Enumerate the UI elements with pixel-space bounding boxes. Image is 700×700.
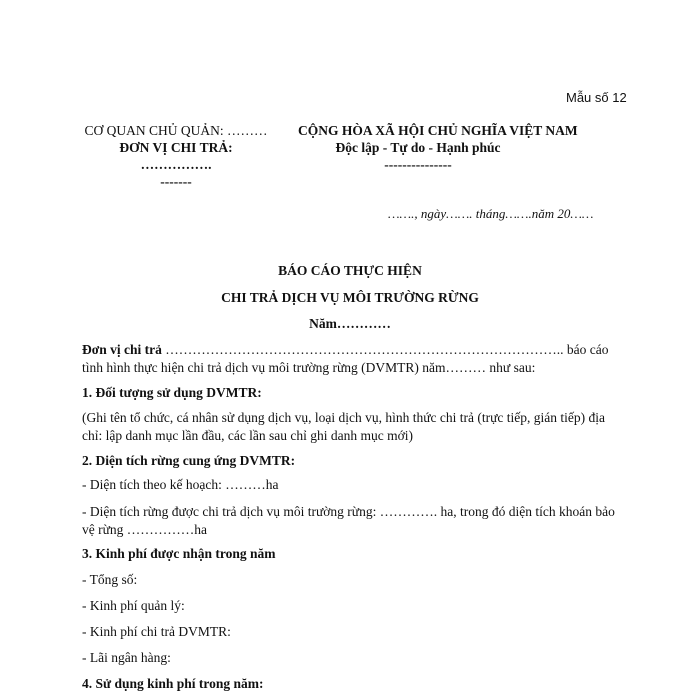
section3-item-management: - Kinh phí quản lý: (82, 598, 185, 613)
intro-paragraph (82, 341, 618, 377)
intro-text: …………………………………………………………………………….. báo cáo tình hình thực hiện chi trả dịch vụ môi trường rừng (DVMTR) năm……… như sau: (82, 342, 609, 375)
paying-unit-dots: ……………. (140, 157, 212, 172)
section2-item2: - Diện tích rừng được chi trả dịch vụ môi trường rừng: …………. ha, trong đó diện tích khoán bảo vệ rừng ……………ha (82, 504, 615, 537)
section3-item-payment: - Kinh phí chi trả DVMTR: (82, 624, 231, 639)
governing-agency-line: CƠ QUAN CHỦ QUẢN: ……… (84, 123, 268, 138)
right-header (298, 122, 578, 173)
date-line: ……., ngày……. tháng…….năm 20…… (388, 206, 594, 221)
section3-heading: 3. Kinh phí được nhận trong năm (82, 546, 276, 561)
section1-text: (Ghi tên tổ chức, cá nhân sử dụng dịch vụ, loại dịch vụ, hình thức chi trả (trực tiếp, gián tiếp) địa chỉ: lập danh mục lần đầu, các lần sau chỉ ghi danh mục mới) (82, 410, 605, 443)
section3-item-interest: - Lãi ngân hàng: (82, 650, 171, 665)
report-title-line1: BÁO CÁO THỰC HIỆN (278, 263, 422, 278)
left-header (82, 122, 270, 190)
paying-unit-label: ĐƠN VỊ CHI TRẢ: (119, 140, 233, 155)
intro-label: Đơn vị chi trả (82, 342, 162, 357)
national-title: CỘNG HÒA XÃ HỘI CHỦ NGHĨA VIỆT NAM (298, 123, 578, 138)
report-title-line2: CHI TRẢ DỊCH VỤ MÔI TRƯỜNG RỪNG (221, 290, 479, 305)
section3-item-total: - Tổng số: (82, 572, 138, 587)
form-number: Mẫu số 12 (566, 90, 627, 105)
section4-heading: 4. Sử dụng kinh phí trong năm: (82, 676, 264, 691)
section1-heading: 1. Đối tượng sử dụng DVMTR: (82, 385, 262, 400)
section2-heading: 2. Diện tích rừng cung ứng DVMTR: (82, 453, 296, 468)
left-header-divider: ------- (160, 174, 192, 189)
report-year: Năm………… (309, 316, 391, 331)
section2-item1: - Diện tích theo kế hoạch: ………ha (82, 477, 279, 492)
national-motto: Độc lập - Tự do - Hạnh phúc (335, 140, 501, 155)
right-header-divider: --------------- (384, 157, 452, 172)
